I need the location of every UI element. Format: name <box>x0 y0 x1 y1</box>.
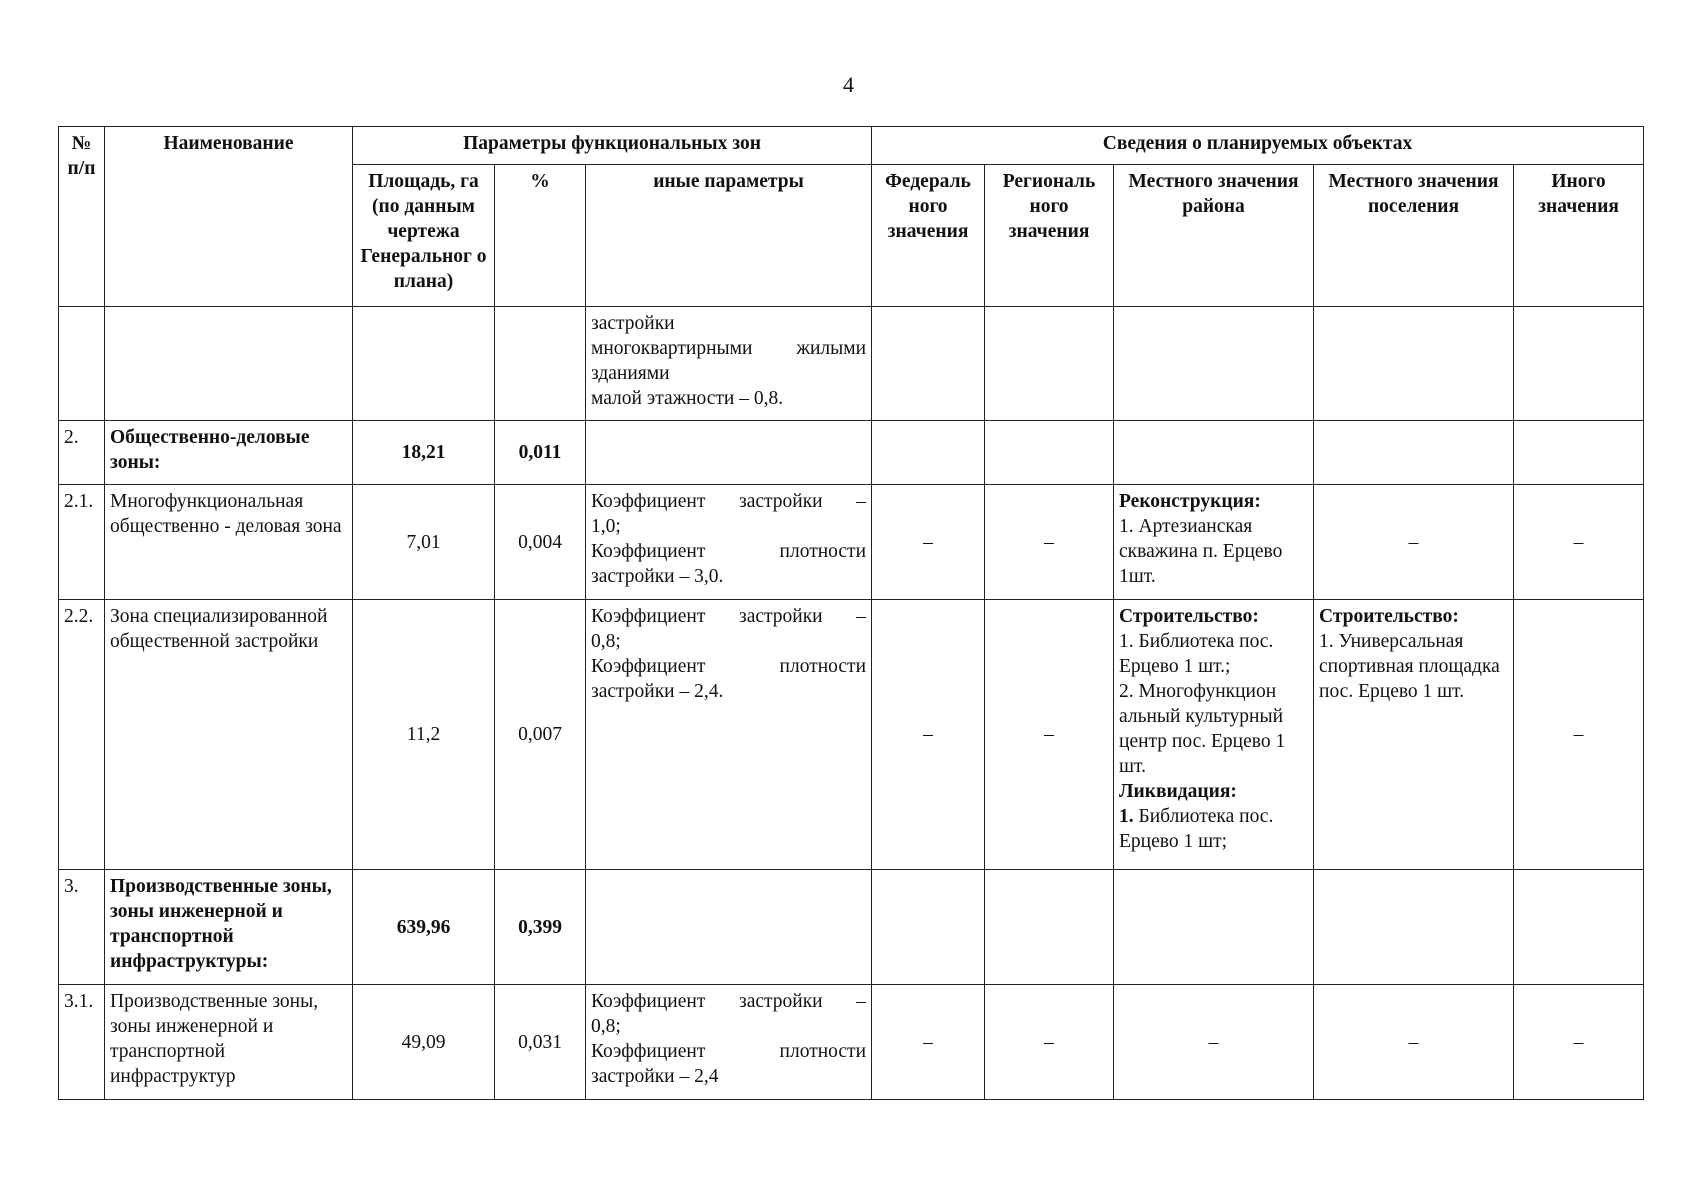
params-line: 0,8; <box>591 631 621 652</box>
table-row <box>59 485 1644 600</box>
cell-area: 49,09 <box>353 985 495 1100</box>
cell-name: Производственные зоны, зоны инженерной и транспортной инфраструктуры: <box>105 870 353 985</box>
params-line: 1,0; <box>591 516 621 537</box>
cell-district <box>1114 307 1314 421</box>
cell-params <box>586 485 872 600</box>
cell-name: Общественно-деловые зоны: <box>105 421 353 485</box>
cell-name <box>105 307 353 421</box>
cell-regional <box>985 870 1114 985</box>
params-line: Коэффициент застройки – <box>591 606 867 627</box>
params-line: Коэффициент застройки – <box>591 991 867 1012</box>
params-line: Коэффициент плотности <box>591 541 867 562</box>
header-other: Иного значения <box>1514 165 1644 307</box>
cell-num: 2.2. <box>59 600 105 870</box>
table-row <box>59 307 1644 421</box>
cell-district <box>1114 421 1314 485</box>
cell-num: 2.1. <box>59 485 105 600</box>
cell-other: – <box>1514 985 1644 1100</box>
header-regional: Региональ ного значения <box>985 165 1114 307</box>
cell-area <box>353 307 495 421</box>
cell-other <box>1514 421 1644 485</box>
params-line: застройки <box>591 313 675 334</box>
params-line: малой этажности – 0,8. <box>591 388 784 409</box>
settlement-heading: Строительство: <box>1319 606 1459 627</box>
cell-federal <box>872 870 985 985</box>
cell-area: 639,96 <box>353 870 495 985</box>
cell-params <box>586 421 872 485</box>
header-local-settlement: Местного значения поселения <box>1314 165 1514 307</box>
district-item-text: Библиотека пос. Ерцево 1 шт; <box>1119 806 1274 852</box>
cell-settlement <box>1314 421 1514 485</box>
header-num: № п/п <box>59 127 105 307</box>
cell-settlement <box>1314 870 1514 985</box>
district-item: 2. Многофункцион альный культурный центр пос. Ерцево 1 шт. <box>1119 681 1286 777</box>
cell-district <box>1114 600 1314 870</box>
district-heading: Ликвидация: <box>1119 781 1237 802</box>
header-params-group: Параметры функциональных зон <box>353 127 872 165</box>
district-item <box>1119 804 1308 854</box>
table-row <box>59 421 1644 485</box>
header-other-params: иные параметры <box>586 165 872 307</box>
cell-params <box>586 600 872 870</box>
cell-num: 3. <box>59 870 105 985</box>
cell-percent: 0,399 <box>495 870 586 985</box>
table-row <box>59 600 1644 870</box>
cell-other <box>1514 870 1644 985</box>
cell-params <box>586 985 872 1100</box>
header-percent: % <box>495 165 586 307</box>
table-row <box>59 870 1644 985</box>
cell-name: Производственные зоны, зоны инженерной и транспортной инфраструктур <box>105 985 353 1100</box>
district-heading: Строительство: <box>1119 606 1259 627</box>
district-item: 1. Артезианская скважина п. Ерцево 1шт. <box>1119 516 1283 587</box>
cell-num <box>59 307 105 421</box>
params-line: застройки – 2,4 <box>591 1066 719 1087</box>
table-row <box>59 985 1644 1100</box>
cell-settlement: – <box>1314 985 1514 1100</box>
cell-district: – <box>1114 985 1314 1100</box>
cell-percent: 0,007 <box>495 600 586 870</box>
header-objects-group: Сведения о планируемых объектах <box>872 127 1644 165</box>
cell-other: – <box>1514 485 1644 600</box>
cell-district <box>1114 485 1314 600</box>
params-line: застройки – 3,0. <box>591 566 724 587</box>
cell-federal: – <box>872 600 985 870</box>
district-heading: Реконструкция: <box>1119 491 1261 512</box>
cell-percent: 0,011 <box>495 421 586 485</box>
cell-federal: – <box>872 985 985 1100</box>
functional-zones-table <box>58 126 1644 1100</box>
params-line: застройки – 2,4. <box>591 681 724 702</box>
header-row-1 <box>59 127 1644 165</box>
header-federal: Федераль ного значения <box>872 165 985 307</box>
cell-name: Зона специализированной общественной застройки <box>105 600 353 870</box>
cell-other: – <box>1514 600 1644 870</box>
params-line: Коэффициент плотности <box>591 656 867 677</box>
cell-district <box>1114 870 1314 985</box>
cell-percent <box>495 307 586 421</box>
cell-federal <box>872 307 985 421</box>
cell-regional: – <box>985 600 1114 870</box>
cell-num: 2. <box>59 421 105 485</box>
header-local-district: Местного значения района <box>1114 165 1314 307</box>
cell-regional: – <box>985 985 1114 1100</box>
district-item: 1. Библиотека пос. Ерцево 1 шт.; <box>1119 631 1274 677</box>
params-line: Коэффициент застройки – <box>591 491 867 512</box>
cell-settlement: – <box>1314 485 1514 600</box>
cell-area: 18,21 <box>353 421 495 485</box>
cell-regional: – <box>985 485 1114 600</box>
cell-settlement <box>1314 600 1514 870</box>
params-line: 0,8; <box>591 1016 621 1037</box>
cell-area: 11,2 <box>353 600 495 870</box>
settlement-item: 1. Универсальная спортивная площадка пос. Ерцево 1 шт. <box>1319 631 1500 702</box>
cell-params <box>586 307 872 421</box>
params-line: Коэффициент плотности <box>591 1041 867 1062</box>
header-name: Наименование <box>105 127 353 307</box>
cell-federal: – <box>872 485 985 600</box>
cell-num: 3.1. <box>59 985 105 1100</box>
params-line: зданиями <box>591 363 670 384</box>
cell-settlement <box>1314 307 1514 421</box>
cell-percent: 0,031 <box>495 985 586 1100</box>
cell-area: 7,01 <box>353 485 495 600</box>
page-number: 4 <box>843 72 854 97</box>
cell-percent: 0,004 <box>495 485 586 600</box>
header-area: Площадь, га (по данным чертежа Генеральног о плана) <box>353 165 495 307</box>
cell-other <box>1514 307 1644 421</box>
cell-regional <box>985 307 1114 421</box>
params-line: многоквартирными жилыми <box>591 338 867 359</box>
district-item-number: 1. <box>1119 806 1134 827</box>
cell-federal <box>872 421 985 485</box>
cell-params <box>586 870 872 985</box>
cell-name: Многофункциональная общественно - деловая зона <box>105 485 353 600</box>
cell-regional <box>985 421 1114 485</box>
